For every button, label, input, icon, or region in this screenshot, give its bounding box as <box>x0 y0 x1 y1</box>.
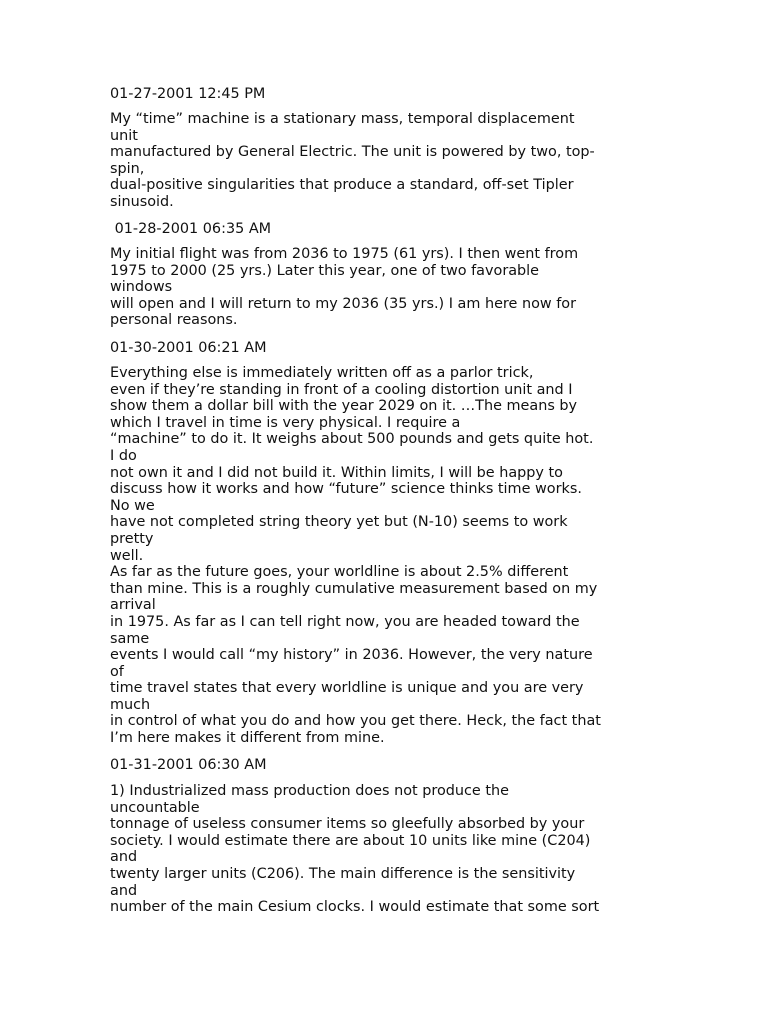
text-line: 1) Industrialized mass production does not produce the <box>110 783 509 799</box>
entry-body <box>110 783 670 916</box>
text-line: show them a dollar bill with the year 2029 on it. …The means by <box>110 398 578 415</box>
text-line: than mine. This is a roughly cumulative measurement based on my <box>110 580 598 597</box>
text-line: uncountable <box>110 799 200 816</box>
entry-body <box>110 246 670 329</box>
entry-timestamp: 01-30-2001 06:21 AM <box>110 340 267 356</box>
text-line: well. <box>110 547 144 564</box>
text-line: No we <box>110 497 155 514</box>
entry-body <box>110 365 670 747</box>
text-line: spin, <box>110 160 145 177</box>
text-line: Everything else is immediately written off as a parlor trick, <box>110 365 534 381</box>
text-line: My “time” machine is a stationary mass, temporal displacement <box>110 111 575 127</box>
text-line: time travel states that every worldline is unique and you are very <box>110 680 584 697</box>
text-line: twenty larger units (C206). The main difference is the sensitivity <box>110 865 576 882</box>
text-line: unit <box>110 127 138 144</box>
text-line: and <box>110 882 138 899</box>
text-line: in control of what you do and how you get there. Heck, the fact that <box>110 713 601 730</box>
text-line: in 1975. As far as I can tell right now, you are headed toward the <box>110 613 580 630</box>
entry-timestamp: 01-27-2001 12:45 PM <box>110 86 266 102</box>
text-line: same <box>110 630 150 647</box>
entry-body <box>110 111 670 211</box>
text-line: and <box>110 849 138 866</box>
text-line: much <box>110 696 151 713</box>
entry-timestamp: 01-31-2001 06:30 AM <box>110 757 267 773</box>
text-line: tonnage of useless consumer items so gleefully absorbed by your <box>110 816 585 833</box>
text-line: of <box>110 663 124 680</box>
text-line: which I travel in time is very physical. I require a <box>110 414 461 431</box>
text-line: My initial flight was from 2036 to 1975 (61 yrs). I then went from <box>110 246 579 262</box>
text-line: As far as the future goes, your worldline is about 2.5% different <box>110 564 569 581</box>
entry-timestamp: 01-28-2001 06:35 AM <box>110 221 272 237</box>
text-line: pretty <box>110 530 154 547</box>
text-line: not own it and I did not build it. Within limits, I will be happy to <box>110 464 563 481</box>
text-line: will open and I will return to my 2036 (35 yrs.) I am here now for <box>110 295 577 312</box>
text-line: I’m here makes it different from mine. <box>110 730 385 747</box>
text-line: events I would call “my history” in 2036. However, the very nature <box>110 647 593 664</box>
text-line: sinusoid. <box>110 193 174 210</box>
text-line: personal reasons. <box>110 312 238 329</box>
text-line: society. I would estimate there are about 10 units like mine (C204) <box>110 832 591 849</box>
text-line: manufactured by General Electric. The unit is powered by two, top- <box>110 144 595 161</box>
text-line: discuss how it works and how “future” science thinks time works. <box>110 481 582 498</box>
text-line: even if they’re standing in front of a cooling distortion unit and I <box>110 381 573 398</box>
text-line: have not completed string theory yet but (N-10) seems to work <box>110 514 568 531</box>
text-line: 1975 to 2000 (25 yrs.) Later this year, one of two favorable <box>110 262 540 279</box>
text-line: windows <box>110 279 173 296</box>
text-line: dual-positive singularities that produce a standard, off-set Tipler <box>110 177 574 194</box>
text-line: “machine” to do it. It weighs about 500 pounds and gets quite hot. <box>110 431 594 448</box>
text-line: I do <box>110 447 137 464</box>
text-line: number of the main Cesium clocks. I would estimate that some sort <box>110 899 600 916</box>
text-line: arrival <box>110 597 156 614</box>
